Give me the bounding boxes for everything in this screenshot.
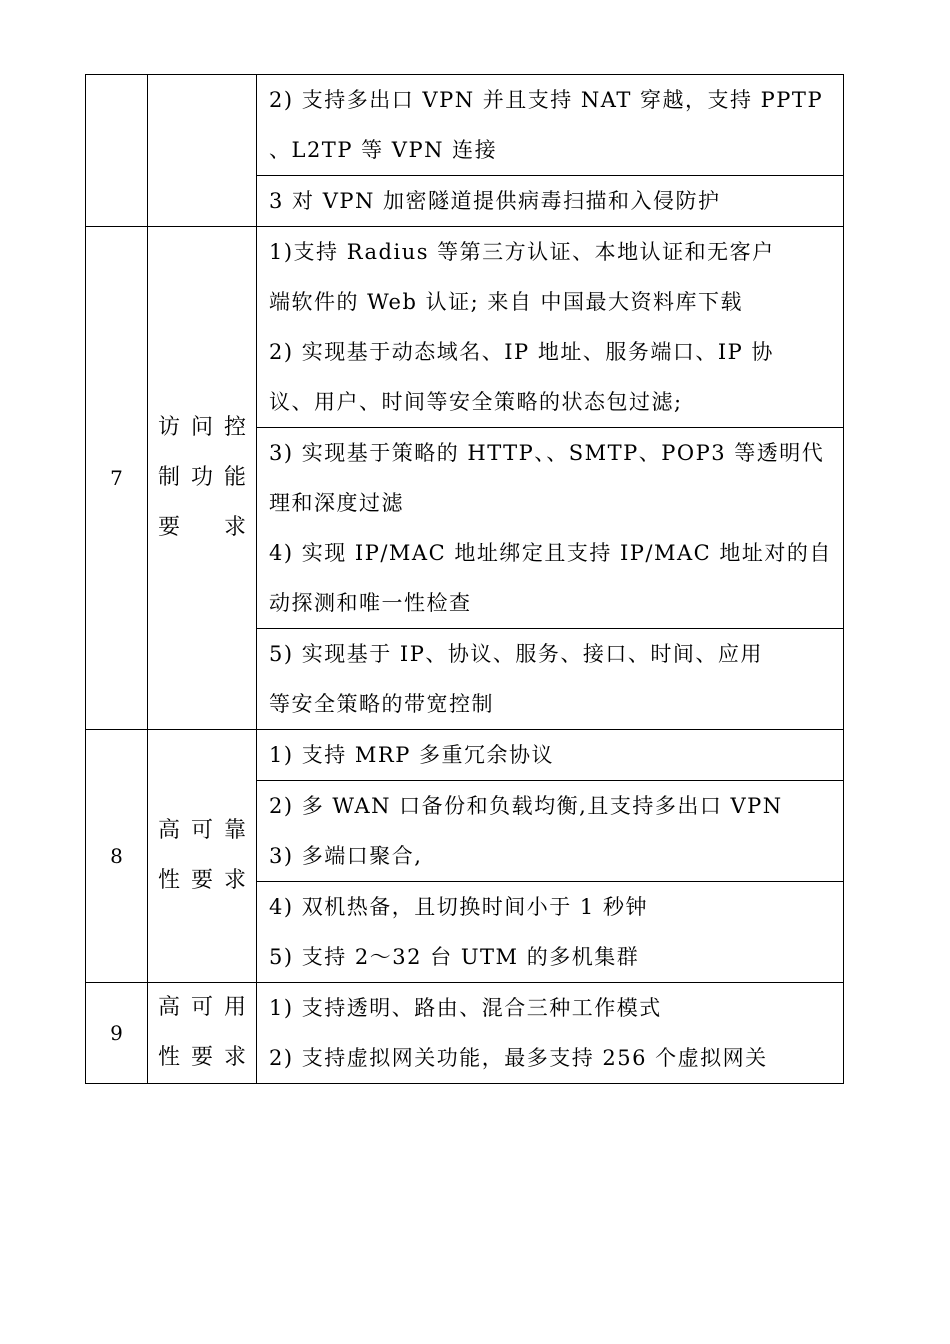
table-row: [86, 227, 844, 428]
category-line: 性要求: [158, 868, 248, 893]
item-category: [148, 75, 257, 227]
requirement-line: 1) 支持 MRP 多重冗余协议: [269, 743, 555, 767]
requirement-line: 1)支持 Radius 等第三方认证、本地认证和无客户: [269, 240, 775, 264]
requirement-cell: [257, 428, 844, 629]
category-line: 制 功 能: [158, 465, 248, 490]
category-line: 高 可 靠: [158, 818, 248, 843]
item-number: 8: [86, 730, 148, 983]
requirement-cell: [257, 629, 844, 730]
requirement-line: 2) 实现基于动态域名、IP 地址、服务端口、IP 协: [269, 340, 774, 364]
requirement-cell: [257, 176, 844, 227]
item-category: [148, 983, 257, 1084]
requirement-line: 4) 双机热备，且切换时间小于 1 秒钟: [269, 895, 648, 919]
requirement-line: 2) 支持多出口 VPN 并且支持 NAT 穿越，支持 PPTP: [269, 88, 824, 112]
requirement-line: 3 对 VPN 加密隧道提供病毒扫描和入侵防护: [269, 189, 721, 213]
requirement-line: 端软件的 Web 认证; 来自 中国最大资料库下载: [269, 290, 744, 314]
requirement-line: 4) 实现 IP/MAC 地址绑定且支持 IP/MAC 地址对的自: [269, 541, 832, 565]
requirement-cell: [257, 882, 844, 983]
item-category: [148, 730, 257, 983]
category-line: 要求: [158, 515, 248, 540]
requirement-line: 动探测和唯一性检查: [269, 591, 472, 615]
requirement-line: 等安全策略的带宽控制: [269, 692, 494, 716]
requirement-line: 3) 多端口聚合,: [269, 844, 423, 868]
requirement-line: 1) 支持透明、路由、混合三种工作模式: [269, 996, 662, 1020]
requirement-line: 理和深度过滤: [269, 491, 404, 515]
item-number: [86, 75, 148, 227]
requirement-line: 议、用户、时间等安全策略的状态包过滤;: [269, 390, 683, 414]
category-line: 访 问 控: [158, 415, 248, 440]
requirement-line: 2) 多 WAN 口备份和负载均衡,且支持多出口 VPN: [269, 794, 783, 818]
requirement-cell: [257, 75, 844, 176]
requirement-line: 3) 实现基于策略的 HTTP、、SMTP、POP3 等透明代: [269, 441, 825, 465]
requirement-line: 5) 支持 2～32 台 UTM 的多机集群: [269, 945, 640, 969]
item-number: 9: [86, 983, 148, 1084]
requirement-line: 、L2TP 等 VPN 连接: [269, 138, 498, 162]
requirement-line: 2) 支持虚拟网关功能，最多支持 256 个虚拟网关: [269, 1046, 768, 1070]
requirement-cell: [257, 730, 844, 781]
requirement-line: 5) 实现基于 IP、协议、服务、接口、时间、应用: [269, 642, 763, 666]
requirement-cell: [257, 781, 844, 882]
requirements-table: [85, 74, 844, 1084]
item-category: [148, 227, 257, 730]
requirement-cell: [257, 983, 844, 1084]
category-line: 性要求: [158, 1045, 248, 1070]
requirements-table-body: [86, 75, 844, 1084]
requirement-cell: [257, 227, 844, 428]
table-row: [86, 983, 844, 1084]
item-number: 7: [86, 227, 148, 730]
category-line: 高 可 用: [158, 995, 248, 1020]
table-row: [86, 75, 844, 176]
table-row: [86, 730, 844, 781]
